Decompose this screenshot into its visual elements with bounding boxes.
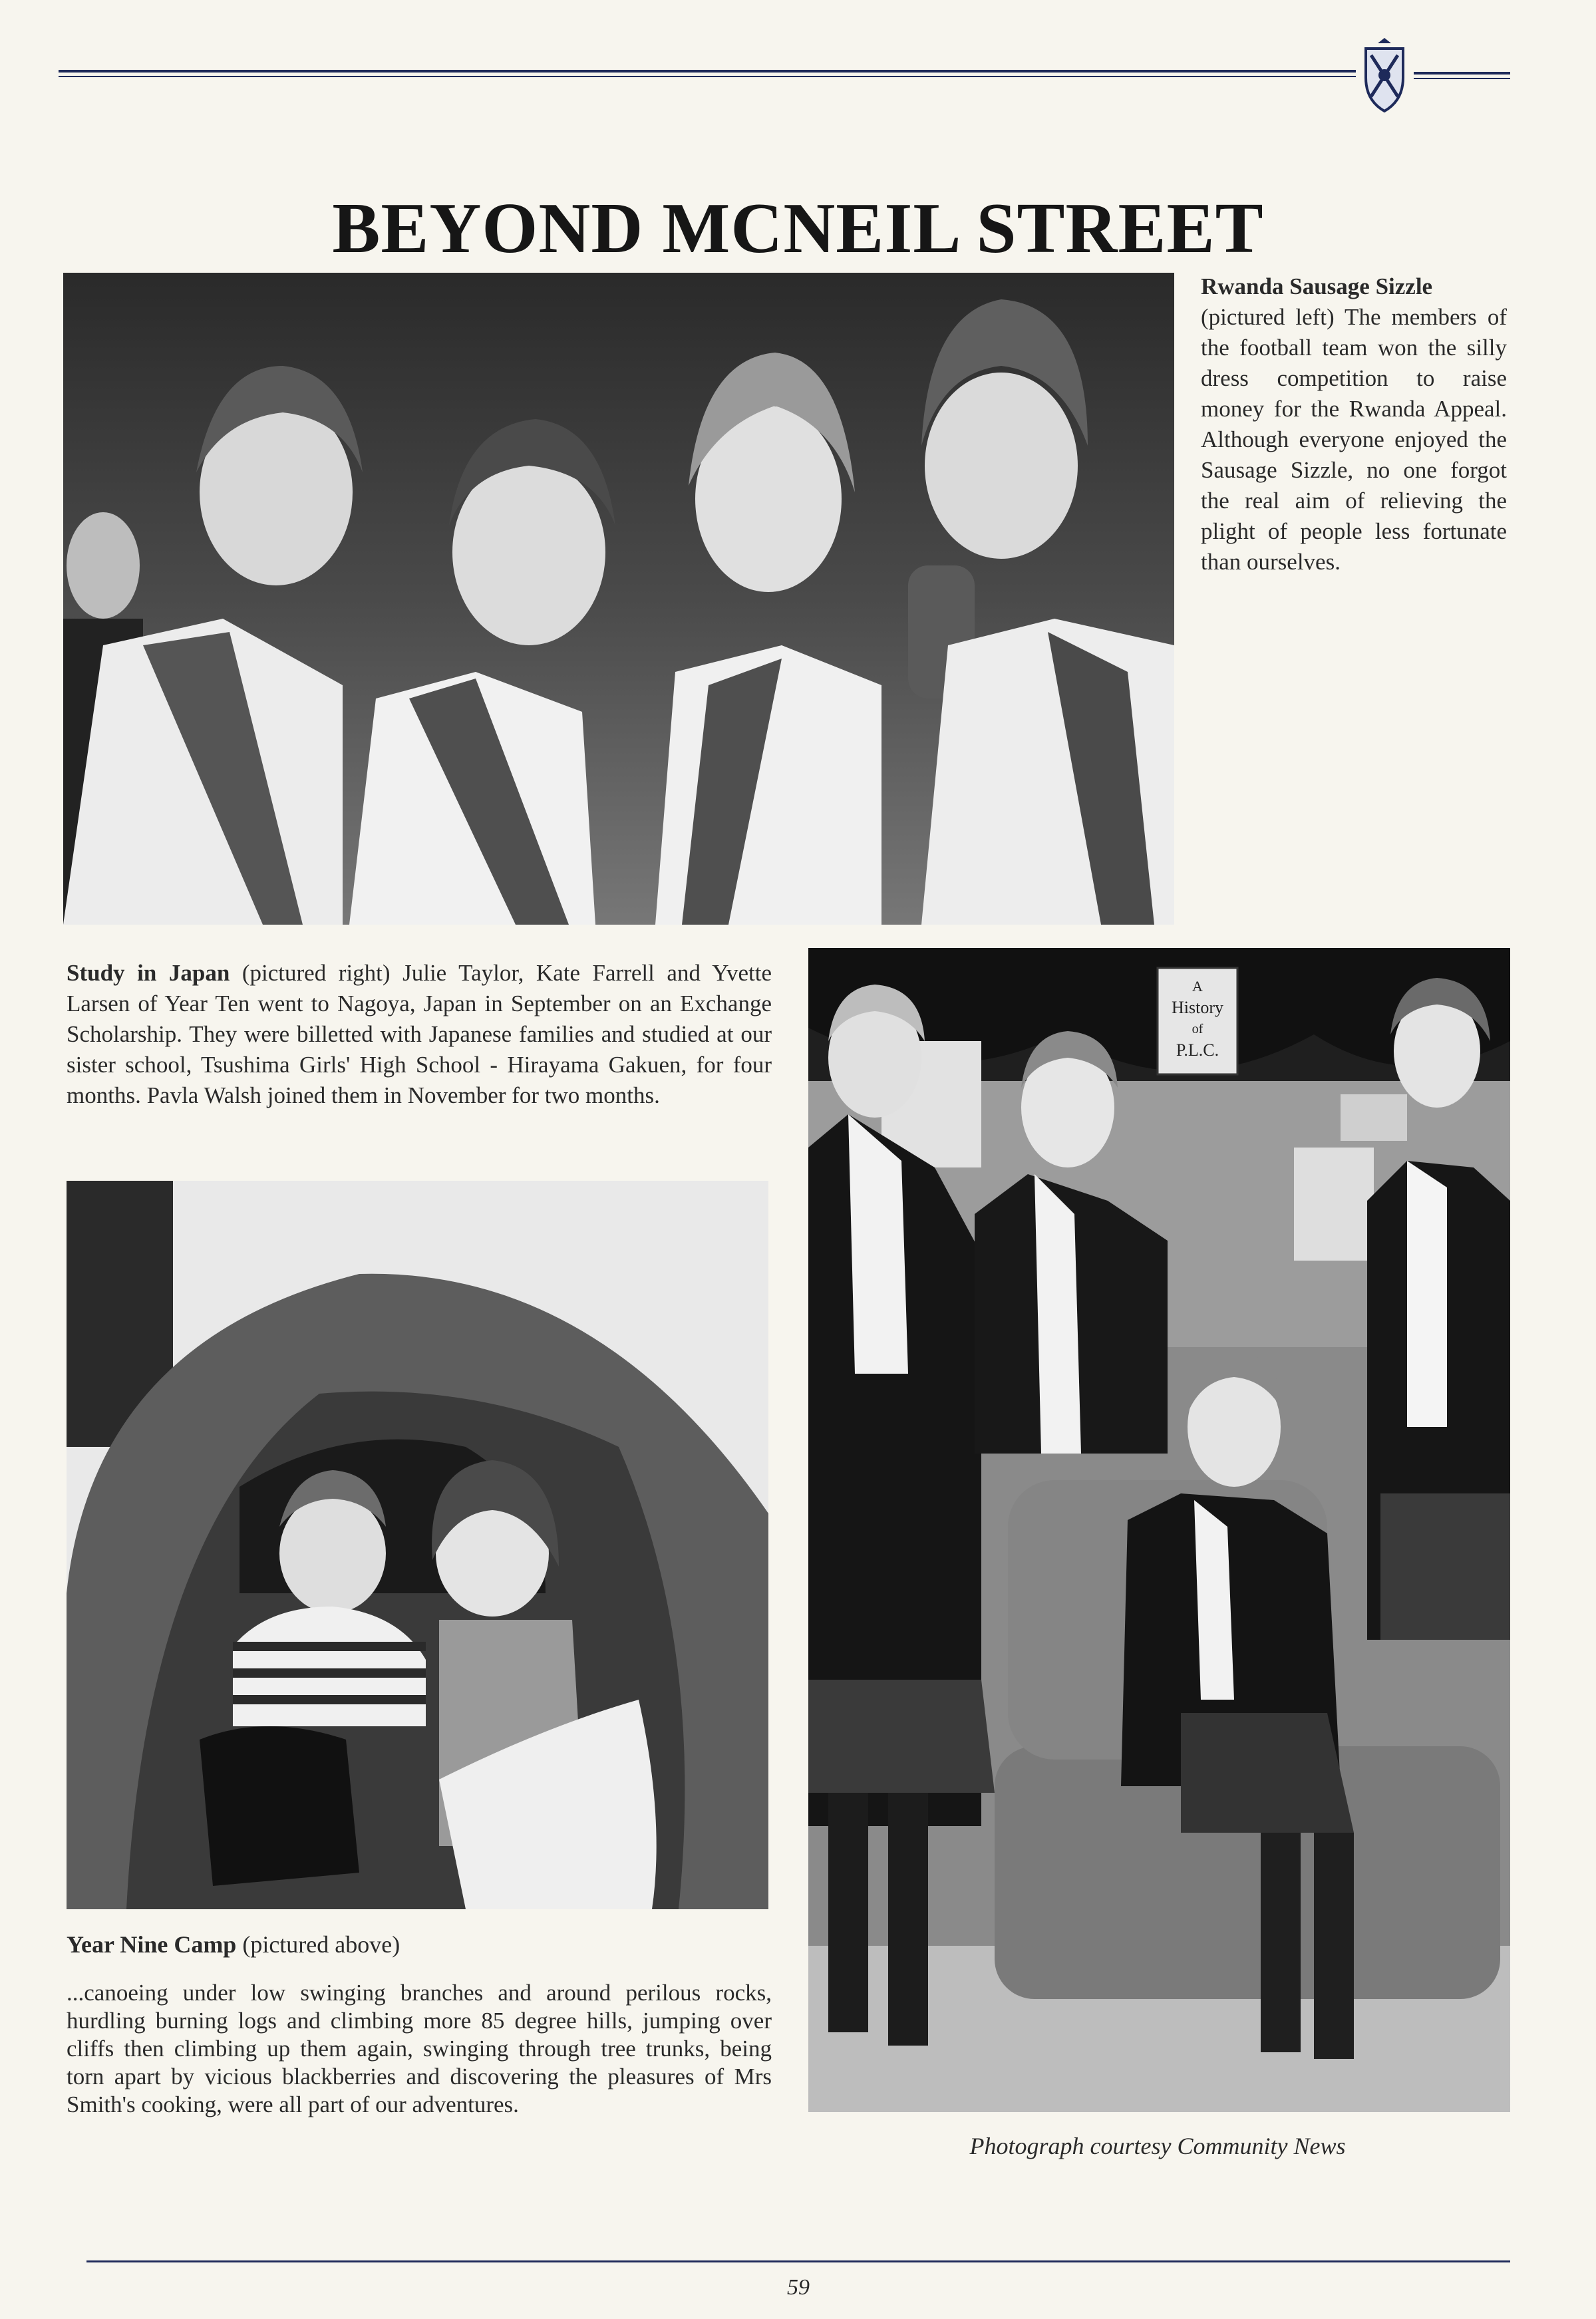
page-title: BEYOND MCNEIL STREET bbox=[332, 189, 1264, 269]
history-sign-line2: History bbox=[1172, 998, 1223, 1017]
school-crest-icon bbox=[1360, 37, 1408, 116]
japan-caption bbox=[67, 958, 772, 1111]
camp-tent-photo bbox=[67, 1181, 768, 1909]
rwanda-caption-heading: Rwanda Sausage Sizzle bbox=[1201, 273, 1433, 299]
sausage-sizzle-photo bbox=[63, 273, 1174, 925]
bottom-rule bbox=[86, 2260, 1510, 2262]
camp-caption-heading-row bbox=[67, 1929, 772, 1960]
top-rule-right bbox=[1414, 72, 1510, 75]
photo-credit: Photograph courtesy Community News bbox=[969, 2133, 1346, 2159]
history-sign-line4: P.L.C. bbox=[1176, 1040, 1219, 1060]
japan-caption-heading: Study in Japan bbox=[67, 960, 230, 986]
camp-caption-body: ...canoeing under low swinging branches and around perilous rocks, hurdling burning logs and climbing more 85 degree hills, jumping over cliffs then climbing up them again, swinging through tree trunks, being torn apart by vicious blackberries and discovering the pleasures of Mrs Smith's cooking, were all part of our adventures. bbox=[67, 1980, 772, 2117]
japan-caption-body: (pictured right) Julie Taylor, Kate Farrell and Yvette Larsen of Year Ten went to Nagoya, Japan in September on an Exchange Scholarship. They were billetted with Japanese families and studied at our sister school, Tsushima Girls' High School - Hirayama Gakuen, for four months. Pavla Walsh joined them in November for two months. bbox=[67, 960, 772, 1108]
camp-caption-heading: Year Nine Camp bbox=[67, 1931, 237, 1958]
japan-students-photo bbox=[808, 948, 1510, 2112]
history-sign-line3: of bbox=[1192, 1022, 1203, 1036]
rwanda-caption-body: (pictured left) The members of the football team won the silly dress competition to raise money for the Rwanda Appeal. Although everyone enjoyed the Sausage Sizzle, no one forgot the real aim of relieving the plight of people less fortunate than ourselves. bbox=[1201, 304, 1507, 575]
top-rule-thin bbox=[59, 76, 1356, 77]
rwanda-caption bbox=[1201, 271, 1507, 577]
camp-caption-suffix: (pictured above) bbox=[242, 1931, 400, 1958]
top-rule-right-thin bbox=[1414, 78, 1510, 79]
history-sign-line1: A bbox=[1192, 978, 1203, 995]
page-number: 59 bbox=[787, 2275, 810, 2300]
top-rule bbox=[59, 70, 1356, 73]
